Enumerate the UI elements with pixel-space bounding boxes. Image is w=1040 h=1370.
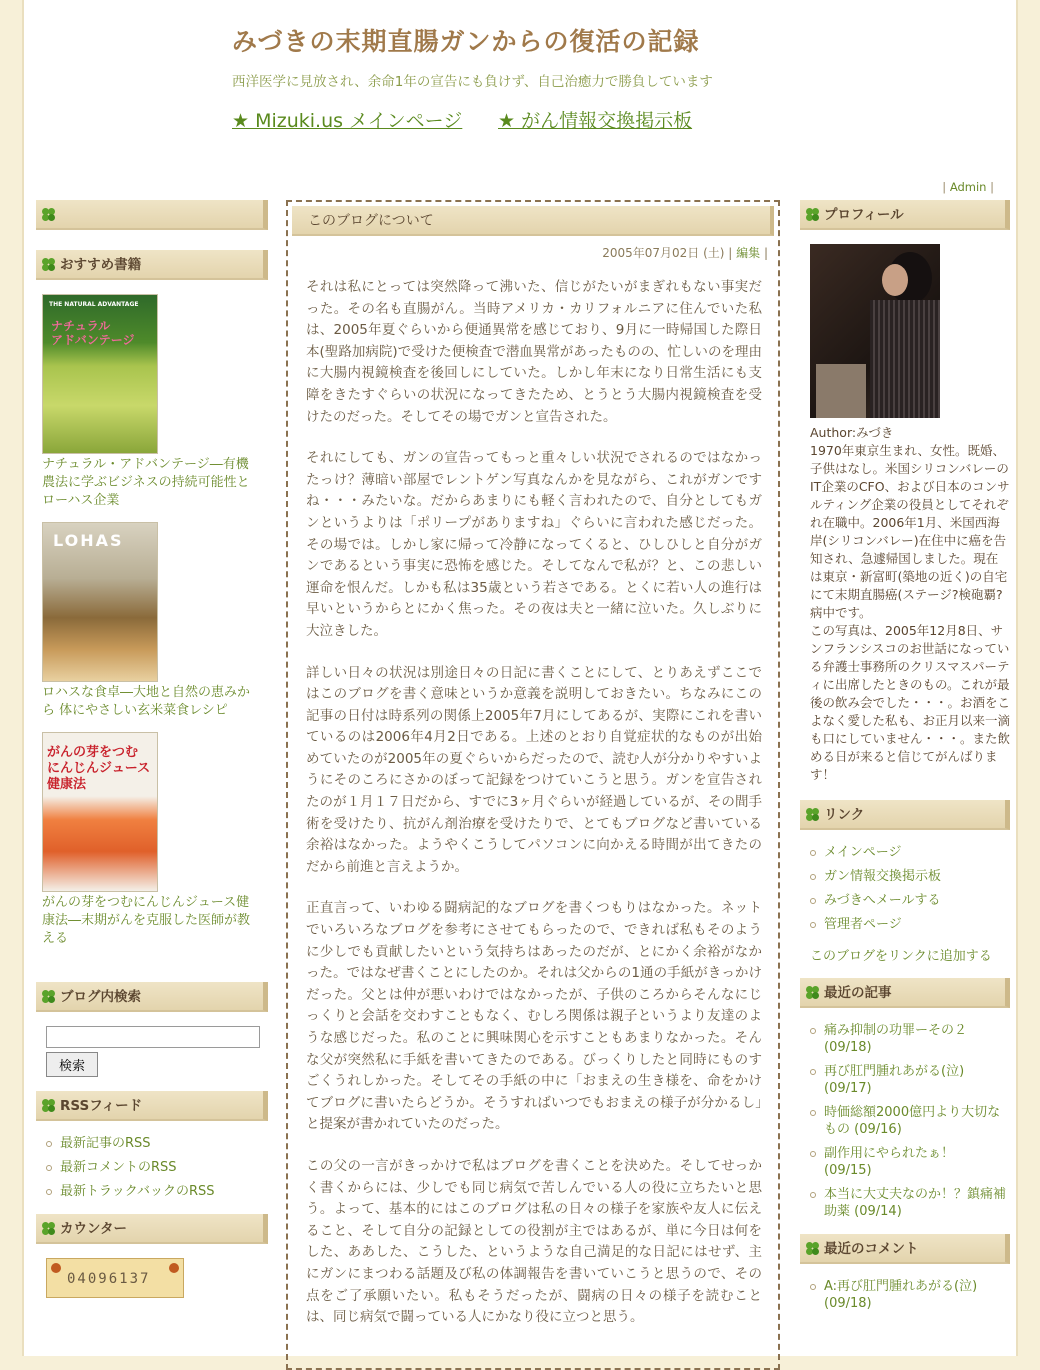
- book-cover-carrot-juice[interactable]: [42, 732, 158, 892]
- post-date: 2005年07月02日 (土): [602, 246, 725, 260]
- comments-list: [800, 1278, 1010, 1312]
- recent-date: (09/16): [854, 1122, 902, 1137]
- post-body: [292, 277, 774, 1329]
- cover-main-text: ナチュラル アドバンテージ: [51, 319, 135, 347]
- links-list: [800, 844, 1010, 933]
- recent-date: (09/15): [824, 1163, 872, 1178]
- recent-list: [800, 1022, 1010, 1220]
- recent-title[interactable]: 副作用にやられたぁ！: [824, 1146, 955, 1161]
- book-cover-lohas[interactable]: [42, 522, 158, 682]
- recent-heading: [800, 978, 1010, 1008]
- cancer-board-link[interactable]: ★ がん情報交換掲示板: [498, 110, 693, 132]
- search-heading: [36, 982, 268, 1012]
- main-entry: [286, 200, 780, 1370]
- book-item[interactable]: [42, 732, 268, 948]
- clover-icon: [42, 208, 56, 222]
- rss-heading: [36, 1091, 268, 1121]
- site-title[interactable]: みづきの末期直腸ガンからの復活の記録: [232, 27, 700, 56]
- link-mail-mizuki[interactable]: みづきへメールする: [810, 892, 1010, 909]
- left-sidebar: [36, 200, 268, 1298]
- recent-date: (09/18): [824, 1040, 872, 1055]
- rss-latest-trackbacks-link[interactable]: 最新トラックバックのRSS: [46, 1183, 268, 1200]
- profile-heading: [800, 200, 1010, 230]
- page: [22, 0, 1018, 1356]
- counter-digits: 04096137: [67, 1271, 151, 1287]
- cover-top-text: LOHAS: [53, 531, 124, 550]
- book-title[interactable]: ロハスな食卓―大地と自然の恵みから 体にやさしい玄米菜食レシピ: [42, 685, 251, 718]
- cover-top-text: THE NATURAL ADVANTAGE: [49, 301, 139, 308]
- book-title[interactable]: ナチュラル・アドバンテージ―有機農法に学ぶビジネスの持続可能性とローハス企業: [42, 457, 250, 508]
- recent-title[interactable]: 本当に大丈夫なのか！？鎮痛補助薬: [824, 1187, 1007, 1219]
- admin-suffix: |: [986, 180, 994, 194]
- clover-icon: [42, 258, 56, 272]
- main-page-link[interactable]: ★ Mizuki.us メインページ: [232, 110, 463, 132]
- post-paragraph: それは私にとっては突然降って沸いた、信じがたいがまぎれもない事実だった。その名も直腸がん。当時アメリカ・カリフォルニアに住んでいた私は、2005年夏ぐらいから便通異常を感じており、9月に一時帰国した際日本(聖路加病院)で受けた便検査で潜血異常があったものの、忙しいのを理由に大腸内視鏡検査を後回しにしていた。しかし年末になり日常生活にも支障をきたすぐらいの状況になってきたため、とうとう大腸内視鏡検査を受けたのだった。そしてその場でガンと宣告された。: [306, 279, 762, 425]
- recent-date: (09/17): [824, 1081, 872, 1096]
- post-title[interactable]: このブログについて: [292, 206, 774, 236]
- link-cancer-board[interactable]: ガン情報交換掲示板: [810, 868, 1010, 885]
- site-description: 西洋医学に見放され、余命1年の宣告にも負けず、自己治癒力で勝負しています: [232, 74, 713, 90]
- rss-latest-articles-link[interactable]: 最新記事のRSS: [46, 1135, 268, 1152]
- book-item[interactable]: [42, 294, 268, 510]
- meta-end: |: [760, 246, 768, 260]
- post-meta: [292, 244, 768, 261]
- recent-date: (09/14): [854, 1204, 902, 1219]
- clover-icon: [42, 1222, 56, 1236]
- post-paragraph: 正直言って、いわゆる闘病記的なブログを書くつもりはなかった。ネットでいろいろなブログを参考にさせてもらったので、できれば私もそのように少しでも貢献したいという気持ちはあったのだが、とにかく余裕がなかった。ではなぜ書くことにしたのか。それは父からの1通の手紙がきっかけだった。父とは仲が悪いわけではなかったが、子供のころからそんなにじっくりと会話を交わすこともなく、むしろ関係は親子というより友達のような感じだった。私のことに興味関心を示すこともあまりなかった。そんな父が突然私に手紙を書いてきたのである。びっくりしたと同時にものすごくうれしかった。そしてその手紙の中に「おまえの生き様を、命をかけてブログに書いたらどうか。そうすればいつでもおまえの様子が分かるし」と提案が書かれていたのだった。: [306, 900, 762, 1133]
- book-title[interactable]: がんの芽をつむにんじんジュース健康法―末期がんを克服した医師が教える: [42, 895, 251, 946]
- search-button[interactable]: 検索: [46, 1052, 98, 1077]
- recent-article[interactable]: [810, 1104, 1010, 1138]
- meta-separator: |: [724, 246, 737, 260]
- link-main-page[interactable]: メインページ: [810, 844, 1010, 861]
- recent-article[interactable]: [810, 1145, 1010, 1179]
- profile-heading-label: プロフィール: [824, 207, 904, 223]
- comments-heading-label: 最近のコメント: [824, 1241, 919, 1257]
- links-heading: [800, 800, 1010, 830]
- clover-icon: [806, 208, 820, 222]
- book-cover-natural-advantage[interactable]: [42, 294, 158, 454]
- recent-title[interactable]: 再び肛門腫れあがる(泣): [824, 1064, 965, 1079]
- profile-photo: [810, 244, 940, 418]
- pin-icon: [51, 1263, 61, 1273]
- comment-date: (09/18): [824, 1296, 872, 1311]
- rss-heading-label: RSSフィード: [60, 1098, 143, 1114]
- post-paragraph: 詳しい日々の状況は別途日々の日記に書くことにして、とりあえずここではこのブログを書く意味というか意義を説明しておきたい。ちなみにこの記事の日付は時系列の関係上2005年7月にしてあるが、実際にこれを書いているのは2006年4月2日である。上述のとおり自覚症状的なものが出始めていたのが2005年の夏ぐらいからだったので、読む人が分かりやすいようにそのころにさかのぼって記録をつけていこうと思う。ガンを宣告されたのが１月１７日だから、すでに3ヶ月ぐらいが経過しているが、その間手術を受けたり、抗がん剤治療を受けたりで、とてもブログなど書いている余裕はなかった。ようやくこうしてパソコンに向かえる時間が出てきたのだから前進と言えようか。: [306, 664, 762, 875]
- add-blog-link[interactable]: このブログをリンクに追加する: [810, 949, 992, 964]
- clover-icon: [806, 1242, 820, 1256]
- recent-comment[interactable]: [810, 1278, 1010, 1312]
- clover-icon: [42, 1099, 56, 1113]
- recent-article[interactable]: [810, 1022, 1010, 1056]
- cover-main-text: がんの芽をつむ にんじんジュース 健康法: [47, 745, 151, 792]
- right-sidebar: [800, 200, 1010, 1326]
- link-admin-page[interactable]: 管理者ページ: [810, 916, 1010, 933]
- recent-title[interactable]: 痛み抑制の功罪ーその２: [824, 1023, 968, 1038]
- admin-line: [942, 180, 994, 194]
- recent-heading-label: 最近の記事: [824, 985, 892, 1001]
- search-input[interactable]: [46, 1026, 260, 1048]
- books-heading-label: おすすめ書籍: [60, 257, 142, 273]
- pin-icon: [169, 1263, 179, 1273]
- counter-heading-label: カウンター: [60, 1221, 127, 1237]
- search-heading-label: ブログ内検索: [60, 989, 141, 1005]
- links-heading-label: リンク: [824, 807, 865, 823]
- clover-icon: [806, 808, 820, 822]
- comments-heading: [800, 1234, 1010, 1264]
- profile-text: Author:みづき 1970年東京生まれ、女性。既婚、子供はなし。米国シリコンバレーのIT企業のCFO、および日本のコンサルティング企業の役員としてそれぞれ在職中。2006年1月、米国西海岸(シリコンバレー)在住中に癌を告知され、急遽帰国しました。現在は東京・新富町(築地の近く)の自宅にて末期直腸癌(ステージ?検砲覇?病中です。 この写真は、2005年12月8日、サンフランシスコのお世話になっている弁護士事務所のクリスマスパーティに出席したときのもの。これが最後の飲み会でした・・・。お酒をこよなく愛した私も、お正月以来一滴も口にしていません・・・。また飲める日が来ると信じてがんばります！: [810, 425, 1011, 782]
- book-item[interactable]: [42, 522, 268, 720]
- recent-title[interactable]: 時価総額2000億円より大切なもの: [824, 1105, 1001, 1137]
- recent-article[interactable]: [810, 1186, 1010, 1220]
- admin-prefix: |: [942, 180, 950, 194]
- empty-heading: [36, 200, 268, 230]
- post-paragraph: それにしても、ガンの宣告ってもっと重々しい状況でされるのではなかったっけ？薄暗い部屋でレントゲン写真なんかを見ながら、これがガンですね・・・みたいな。だからあまりにも軽く言われたので、自分としてもガンというよりは「ポリープがありますね」ぐらいに言われた感じだった。その場では。しかし家に帰って冷静になってくると、ひしひしと自分がガンであるという事実に恐怖を感じた。そしてなんで私が？と、この悲しい運命を恨んだ。しかも私は35歳という若さである。とくに若い人の進行は早いというからとにかく焦った。その夜は夫と一緒に泣いた。久しぶりに大泣きした。: [306, 450, 762, 639]
- counter-heading: [36, 1214, 268, 1244]
- comment-title[interactable]: A:再び肛門腫れあがる(泣): [824, 1279, 978, 1294]
- rss-list: [36, 1135, 268, 1200]
- clover-icon: [806, 986, 820, 1000]
- edit-link[interactable]: 編集: [736, 246, 761, 260]
- post-paragraph: この父の一言がきっかけで私はブログを書くことを決めた。そしてせっかく書くからには、少しでも同じ病気で苦しんでいる人の役に立ちたいと思う。よって、基本的にはこのブログは私の日々の様子を家族や友人に伝えること、そして自分の記録としての役割が主ではあるが、単に今日は何をした、ああした、こうした、というような自己満足的な日記にはせず、主にガンにまつわる話題及び私の体調報告を書いていこうと思うので、その点をご了承願いたい。私もそうだったが、闘病の日々の様子を読むことは、同じ病気で闘っている人にかなり役に立つと思う。: [306, 1157, 762, 1326]
- clover-icon: [42, 990, 56, 1004]
- books-heading: [36, 250, 268, 280]
- recent-article[interactable]: [810, 1063, 1010, 1097]
- visit-counter: [46, 1258, 184, 1298]
- rss-latest-comments-link[interactable]: 最新コメントのRSS: [46, 1159, 268, 1176]
- admin-link[interactable]: Admin: [949, 180, 987, 194]
